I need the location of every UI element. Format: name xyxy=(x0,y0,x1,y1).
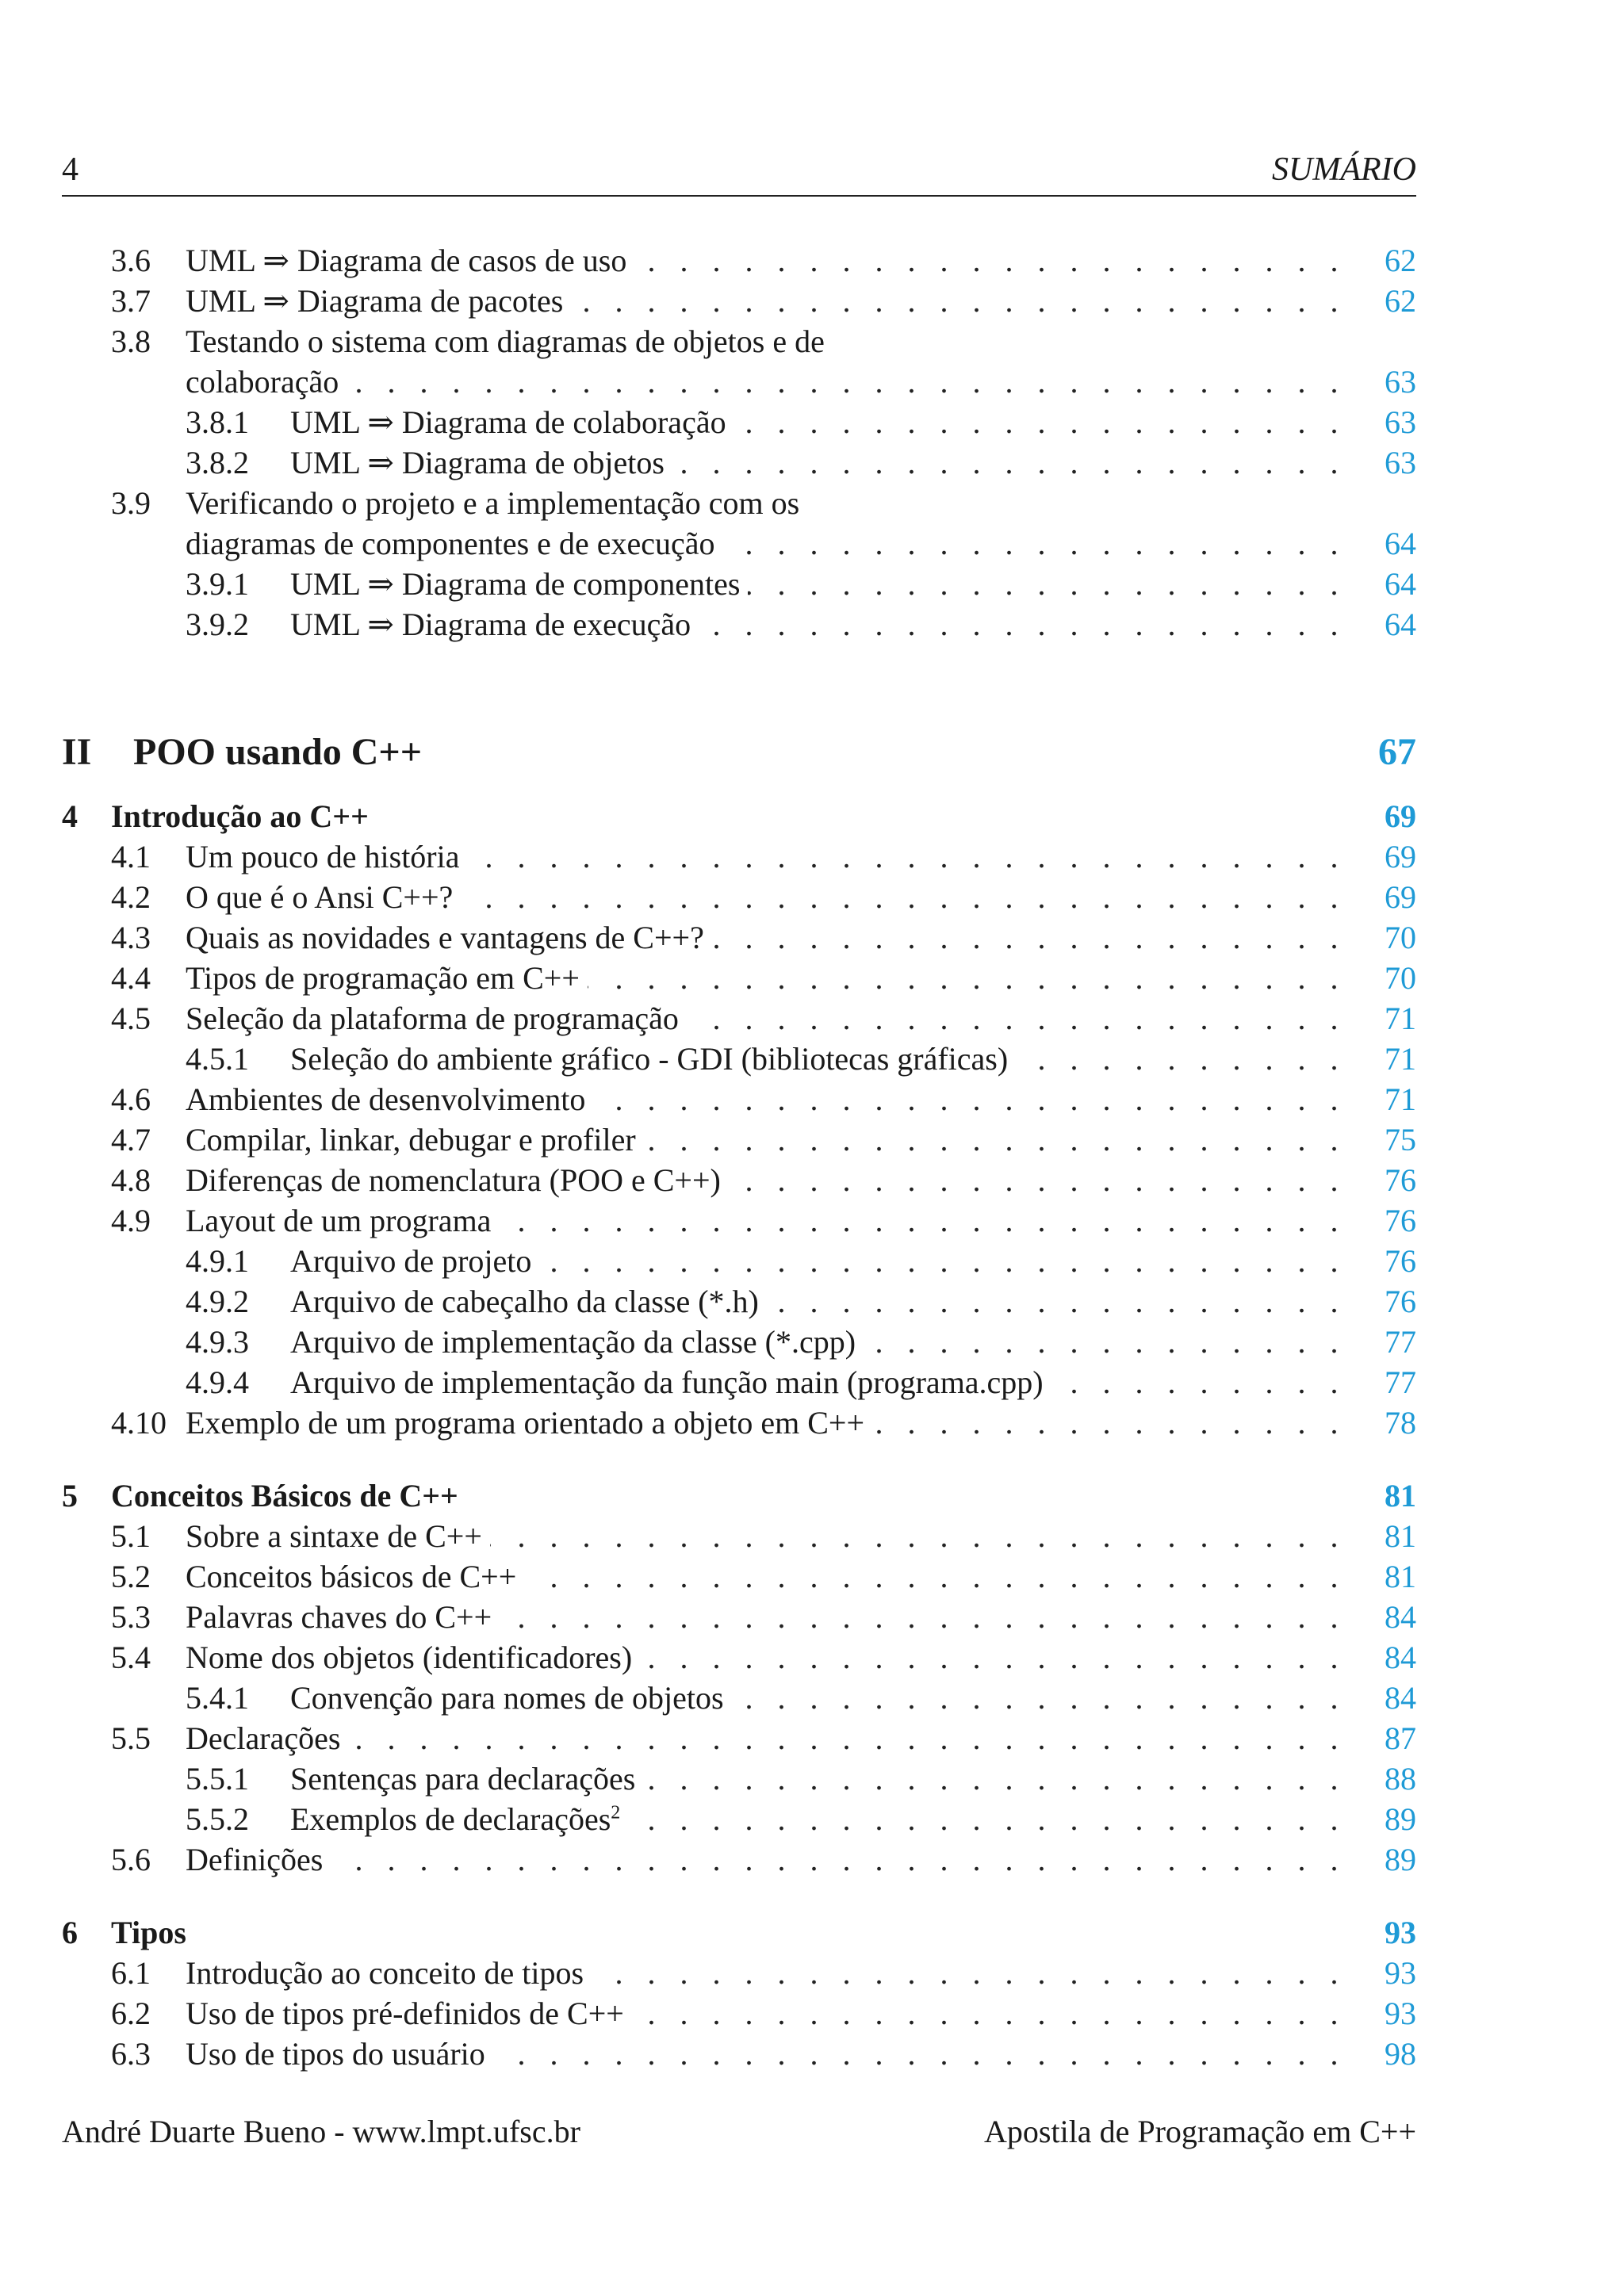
entry-page-link[interactable]: 78 xyxy=(1385,1405,1416,1441)
entry-page-link[interactable]: 71 xyxy=(1385,1001,1416,1036)
entry-page-link[interactable]: 93 xyxy=(1385,1955,1416,1991)
entry-title[interactable]: Arquivo de implementação da função main (programa.cpp) . . . xyxy=(290,1362,1346,1402)
toc-entry[interactable] xyxy=(62,1119,1416,1160)
entry-page-link[interactable]: 81 xyxy=(1385,1559,1416,1594)
toc-entry-continuation[interactable] xyxy=(62,523,1416,564)
entry-title[interactable]: Exemplo de um programa orientado a objeto em C++ . . . xyxy=(186,1402,1346,1443)
chapter-title[interactable]: Conceitos Básicos de C++ xyxy=(111,1475,1346,1516)
page-footer xyxy=(62,2112,1416,2152)
entry-number: 4.9.3 xyxy=(186,1324,249,1360)
toc-entry[interactable] xyxy=(62,917,1416,958)
entry-number: 5.6 xyxy=(111,1842,151,1877)
entry-page-link[interactable]: 81 xyxy=(1385,1518,1416,1554)
entry-page-link[interactable]: 71 xyxy=(1385,1081,1416,1117)
entry-page-link[interactable]: 76 xyxy=(1385,1203,1416,1238)
toc-entry[interactable] xyxy=(62,2034,1416,2074)
entry-page-link[interactable]: 63 xyxy=(1385,445,1416,480)
entry-page-link[interactable]: 64 xyxy=(1385,607,1416,642)
entry-title[interactable]: UML ⇒ Diagrama de casos de uso . . . xyxy=(186,240,1346,281)
toc-entry[interactable] xyxy=(62,998,1416,1039)
toc-entry[interactable] xyxy=(62,483,1416,523)
entry-title[interactable]: Sentenças para declarações . . . xyxy=(290,1758,1346,1799)
part-page-link[interactable]: 67 xyxy=(1378,731,1416,773)
toc-entry[interactable] xyxy=(62,836,1416,877)
page-header xyxy=(62,149,1416,197)
entry-number: 4.6 xyxy=(111,1081,151,1117)
entry-title[interactable]: Layout de um programa . . . xyxy=(186,1200,1346,1241)
chapter-title[interactable]: Introdução ao C++ xyxy=(111,796,1346,836)
entry-page-link[interactable]: 93 xyxy=(1385,1996,1416,2031)
entry-title[interactable]: Uso de tipos pré-definidos de C++ . . . xyxy=(186,1993,1346,2034)
entry-title[interactable]: UML ⇒ Diagrama de colaboração . . . xyxy=(290,402,1346,442)
entry-title[interactable]: Verificando o projeto e a implementação com os xyxy=(186,483,1346,523)
entry-page-link[interactable]: 70 xyxy=(1385,920,1416,955)
chapter-page-link[interactable]: 93 xyxy=(1385,1915,1416,1950)
chapter-heading[interactable] xyxy=(62,1475,1416,1516)
entry-page-link[interactable]: 89 xyxy=(1385,1801,1416,1837)
toc-subentry[interactable] xyxy=(62,1758,1416,1799)
entry-page-link[interactable]: 64 xyxy=(1385,526,1416,561)
entry-title[interactable]: Quais as novidades e vantagens de C++? . . . xyxy=(186,917,1346,958)
entry-title[interactable]: Tipos de programação em C++ . . . xyxy=(186,958,1346,998)
entry-title[interactable]: UML ⇒ Diagrama de objetos . . . xyxy=(290,442,1346,483)
toc-subentry[interactable] xyxy=(62,1281,1416,1322)
toc-entry[interactable] xyxy=(62,1079,1416,1119)
entry-page-link[interactable]: 77 xyxy=(1385,1324,1416,1360)
toc-entry[interactable] xyxy=(62,281,1416,321)
entry-title[interactable]: Compilar, linkar, debugar e profiler . . . xyxy=(186,1119,1346,1160)
entry-page-link[interactable]: 89 xyxy=(1385,1842,1416,1877)
entry-number: 3.8.2 xyxy=(186,445,249,480)
running-title: SUMÁRIO xyxy=(1272,151,1416,188)
page-number: 4 xyxy=(62,151,79,188)
entry-title[interactable]: UML ⇒ Diagrama de pacotes . . . xyxy=(186,281,1346,321)
entry-page-link[interactable]: 98 xyxy=(1385,2036,1416,2072)
entry-title[interactable]: Sobre a sintaxe de C++ . . . xyxy=(186,1516,1346,1556)
entry-title[interactable]: UML ⇒ Diagrama de execução . . . xyxy=(290,604,1346,645)
entry-number: 3.7 xyxy=(111,283,151,319)
entry-page-link[interactable]: 69 xyxy=(1385,839,1416,874)
entry-number: 4.2 xyxy=(111,879,151,915)
toc-subentry[interactable] xyxy=(62,1322,1416,1362)
entry-page-link[interactable]: 87 xyxy=(1385,1720,1416,1756)
entry-title[interactable]: Arquivo de implementação da classe (*.cpp) . . . xyxy=(290,1322,1346,1362)
chapter-heading[interactable] xyxy=(62,796,1416,836)
entry-number: 4.5 xyxy=(111,1001,151,1036)
toc-subentry[interactable] xyxy=(62,1678,1416,1718)
toc-entry[interactable] xyxy=(62,1402,1416,1443)
entry-number: 4.8 xyxy=(111,1162,151,1198)
entry-title[interactable]: Exemplos de declarações$^2$ . . . xyxy=(290,1799,1346,1839)
toc-entry[interactable] xyxy=(62,1200,1416,1241)
toc-entry[interactable] xyxy=(62,1597,1416,1637)
entry-page-link[interactable]: 63 xyxy=(1385,404,1416,440)
toc-entry-continuation[interactable] xyxy=(62,362,1416,402)
table-of-contents xyxy=(62,240,1416,2074)
entry-number: 5.3 xyxy=(111,1599,151,1635)
chapter-number: 6 xyxy=(62,1915,78,1950)
entry-number: 4.1 xyxy=(111,839,151,874)
entry-number: 4.9.1 xyxy=(186,1243,249,1279)
chapter-heading[interactable] xyxy=(62,1912,1416,1953)
entry-number: 5.4 xyxy=(111,1640,151,1675)
footer-book-title: Apostila de Programação em C++ xyxy=(984,2114,1416,2149)
entry-page-link[interactable]: 62 xyxy=(1385,283,1416,319)
entry-title[interactable]: Convenção para nomes de objetos . . . xyxy=(290,1678,1346,1718)
entry-title[interactable]: Seleção do ambiente gráfico - GDI (bibliotecas gráficas) . . . xyxy=(290,1039,1346,1079)
entry-number: 5.5 xyxy=(111,1720,151,1756)
toc-subentry[interactable] xyxy=(62,564,1416,604)
entry-page-link[interactable]: 84 xyxy=(1385,1599,1416,1635)
entry-page-link[interactable]: 76 xyxy=(1385,1284,1416,1319)
footer-author: André Duarte Bueno - www.lmpt.ufsc.br xyxy=(62,2114,580,2149)
entry-title[interactable]: Ambientes de desenvolvimento . . . xyxy=(186,1079,1346,1119)
entry-page-link[interactable]: 76 xyxy=(1385,1162,1416,1198)
entry-page-link[interactable]: 69 xyxy=(1385,879,1416,915)
toc-entry[interactable] xyxy=(62,321,1416,362)
toc-entry[interactable] xyxy=(62,240,1416,281)
entry-page-link[interactable]: 75 xyxy=(1385,1122,1416,1158)
entry-title-continuation[interactable]: diagramas de componentes e de execução . . . xyxy=(186,523,1346,564)
entry-number: 4.9.2 xyxy=(186,1284,249,1319)
entry-page-link[interactable]: 70 xyxy=(1385,960,1416,996)
toc-entry[interactable] xyxy=(62,1637,1416,1678)
entry-number: 5.4.1 xyxy=(186,1680,249,1716)
entry-number: 6.2 xyxy=(111,1996,151,2031)
toc-subentry[interactable] xyxy=(62,1362,1416,1402)
entry-title[interactable]: Introdução ao conceito de tipos . . . xyxy=(186,1953,1346,1993)
toc-subentry[interactable] xyxy=(62,604,1416,645)
entry-page-link[interactable]: 63 xyxy=(1385,364,1416,400)
part-title[interactable]: POO usando C++ xyxy=(133,731,423,773)
toc-entry[interactable] xyxy=(62,1718,1416,1758)
entry-title[interactable]: Conceitos básicos de C++ . . . xyxy=(186,1556,1346,1597)
entry-number: 5.1 xyxy=(111,1518,151,1554)
toc-subentry[interactable] xyxy=(62,1039,1416,1079)
chapter-number: 5 xyxy=(62,1478,78,1513)
entry-number: 4.4 xyxy=(111,960,151,996)
part-heading[interactable] xyxy=(62,729,1416,776)
entry-number: 4.5.1 xyxy=(186,1041,249,1077)
entry-title[interactable]: Seleção da plataforma de programação . . . xyxy=(186,998,1346,1039)
entry-number: 5.2 xyxy=(111,1559,151,1594)
entry-page-link[interactable]: 62 xyxy=(1385,243,1416,278)
entry-title[interactable]: Definições . . . xyxy=(186,1839,1346,1880)
entry-page-link[interactable]: 71 xyxy=(1385,1041,1416,1077)
entry-number: 3.8 xyxy=(111,323,151,359)
entry-title[interactable]: Diferenças de nomenclatura (POO e C++) . . . xyxy=(186,1160,1346,1200)
entry-number: 4.9.4 xyxy=(186,1364,249,1400)
entry-page-link[interactable]: 84 xyxy=(1385,1680,1416,1716)
entry-number: 3.9.1 xyxy=(186,566,249,602)
footnote-marker[interactable]: 2 xyxy=(611,1802,621,1823)
entry-title[interactable]: Palavras chaves do C++ . . . xyxy=(186,1597,1346,1637)
toc-entry[interactable] xyxy=(62,1556,1416,1597)
entry-page-link[interactable]: 76 xyxy=(1385,1243,1416,1279)
entry-number: 3.9.2 xyxy=(186,607,249,642)
entry-title[interactable]: UML ⇒ Diagrama de componentes . . . xyxy=(290,564,1346,604)
toc-entry[interactable] xyxy=(62,1953,1416,1993)
toc-entry[interactable] xyxy=(62,877,1416,917)
entry-title-continuation[interactable]: colaboração . . . xyxy=(186,362,1346,402)
chapter-page-link[interactable]: 81 xyxy=(1385,1478,1416,1513)
toc-entry[interactable] xyxy=(62,1993,1416,2034)
toc-entry[interactable] xyxy=(62,1160,1416,1200)
toc-entry[interactable] xyxy=(62,1839,1416,1880)
entry-title[interactable]: O que é o Ansi C++? . . . xyxy=(186,877,1346,917)
entry-title[interactable]: Uso de tipos do usuário . . . xyxy=(186,2034,1346,2074)
part-number: II xyxy=(62,731,92,773)
toc-subentry[interactable] xyxy=(62,402,1416,442)
entry-page-link[interactable]: 64 xyxy=(1385,566,1416,602)
entry-number: 6.3 xyxy=(111,2036,151,2072)
entry-number: 4.10 xyxy=(111,1405,167,1441)
entry-page-link[interactable]: 77 xyxy=(1385,1364,1416,1400)
chapter-page-link[interactable]: 69 xyxy=(1385,798,1416,834)
entry-number: 6.1 xyxy=(111,1955,151,1991)
entry-number: 5.5.2 xyxy=(186,1801,249,1837)
entry-number: 3.6 xyxy=(111,243,151,278)
entry-title[interactable]: Arquivo de projeto . . . xyxy=(290,1241,1346,1281)
entry-number: 4.7 xyxy=(111,1122,151,1158)
toc-subentry[interactable] xyxy=(62,1799,1416,1839)
entry-number: 5.5.1 xyxy=(186,1761,249,1797)
toc-subentry[interactable] xyxy=(62,442,1416,483)
entry-page-link[interactable]: 84 xyxy=(1385,1640,1416,1675)
entry-title[interactable]: Testando o sistema com diagramas de objetos e de xyxy=(186,321,1346,362)
toc-entry[interactable] xyxy=(62,958,1416,998)
toc-entry[interactable] xyxy=(62,1516,1416,1556)
chapter-title[interactable]: Tipos xyxy=(111,1912,1346,1953)
entry-title[interactable]: Declarações . . . xyxy=(186,1718,1346,1758)
entry-number: 4.9 xyxy=(111,1203,151,1238)
entry-title[interactable]: Um pouco de história . . . xyxy=(186,836,1346,877)
entry-number: 3.9 xyxy=(111,485,151,521)
entry-title[interactable]: Arquivo de cabeçalho da classe (*.h) . . . xyxy=(290,1281,1346,1322)
entry-title[interactable]: Nome dos objetos (identificadores) . . . xyxy=(186,1637,1346,1678)
chapter-number: 4 xyxy=(62,798,78,834)
entry-number: 3.8.1 xyxy=(186,404,249,440)
entry-page-link[interactable]: 88 xyxy=(1385,1761,1416,1797)
toc-subentry[interactable] xyxy=(62,1241,1416,1281)
entry-number: 4.3 xyxy=(111,920,151,955)
